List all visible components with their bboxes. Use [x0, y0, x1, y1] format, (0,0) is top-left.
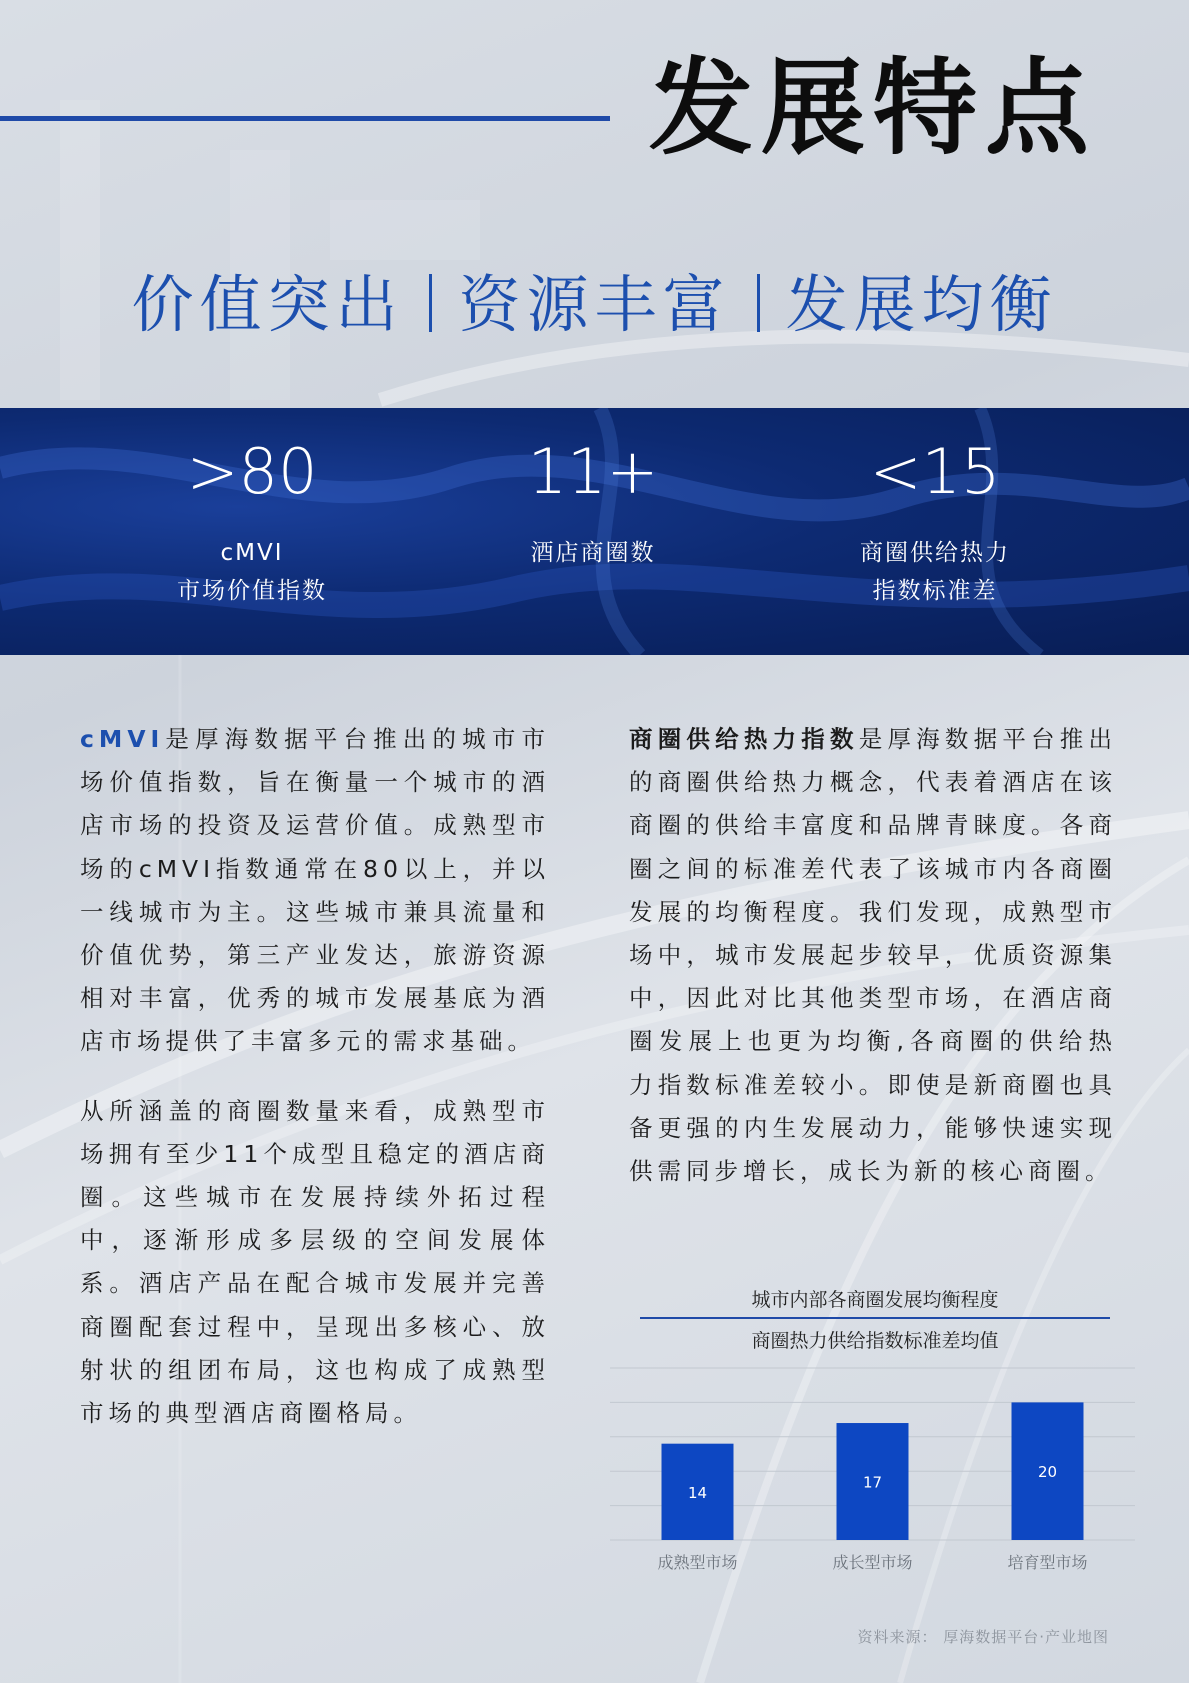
stat-label [82, 534, 422, 610]
paragraph-text: 是厚海数据平台推出的城市市场价值指数，旨在衡量一个城市的酒店市场的投资及运营价值。成熟型市场的cMVI指数通常在80以上，并以一线城市为主。这些城市兼具流量和价值优势，第三产业发达，旅游资源相对丰富，优秀的城市发展基底为酒店市场提供了丰富多元的需求基础。 [80, 725, 550, 1056]
term-highlight: cMVI [80, 725, 165, 753]
stat-heat-index-std [765, 435, 1105, 610]
stats-band [0, 408, 1189, 655]
chart-title: 城市内部各商圈发展均衡程度 [751, 1289, 999, 1311]
stat-label [765, 534, 1105, 610]
chart-title-rule [640, 1317, 1110, 1319]
stat-hotel-districts [423, 435, 763, 572]
right-column [629, 718, 1117, 1219]
chart-subtitle: 商圈热力供给指数标准差均值 [751, 1330, 999, 1352]
stat-label-line: 酒店商圈数 [530, 540, 656, 567]
paragraph [80, 1090, 550, 1436]
paragraph [80, 718, 550, 1064]
subtitle-part-1: 价值突出 [131, 268, 404, 341]
chart-category-label: 成长型市场 [832, 1553, 913, 1572]
paragraph-text: 从所涵盖的商圈数量来看，成熟型市场拥有至少11个成型且稳定的酒店商圈。这些城市在发展持续外拓过程中，逐渐形成多层级的空间发展体系。酒店产品在配合城市发展并完善商圈配套过程中，呈现出多核心、放射状的组团布局，这也构成了成熟型市场的典型酒店商圈格局。 [80, 1096, 550, 1428]
subtitle-divider [757, 274, 760, 332]
source-note: 资料来源： 厚海数据平台·产业地图 [857, 1628, 1109, 1646]
stat-label-line: 指数标准差 [872, 578, 998, 605]
stat-value: <15 [869, 435, 1001, 508]
stat-label-line: 市场价值指数 [177, 578, 327, 605]
paragraph-text: 是厚海数据平台推出的商圈供给热力概念，代表着酒店在该商圈的供给丰富度和品牌青睐度。各商圈之间的标准差代表了该城市内各商圈发展的均衡程度。我们发现，成熟型市场中，城市发展起步较早，优质资源集中，因此对比其他类型市场，在酒店商圈发展上也更为均衡,各商圈的供给热力指数标准差较小。即使是新商圈也具备更强的内生发展动力，能够快速实现供需同步增长，成长为新的核心商圈。 [629, 725, 1117, 1186]
chart-data-label: 14 [687, 1483, 708, 1502]
subtitle-part-2: 资源丰富 [458, 268, 731, 341]
page-title: 发展特点 [648, 46, 1097, 169]
bar-chart [610, 1360, 1135, 1580]
stat-label [423, 534, 763, 572]
left-column [80, 718, 550, 1461]
stat-value: 11+ [527, 435, 659, 508]
header-rule [0, 116, 610, 121]
chart-data-label: 20 [1037, 1463, 1058, 1482]
chart-category-label: 培育型市场 [1007, 1553, 1088, 1572]
subtitle [0, 268, 1189, 342]
paragraph [629, 718, 1117, 1193]
stat-label-line: 商圈供给热力 [860, 540, 1010, 567]
chart-data-label: 17 [862, 1473, 883, 1492]
subtitle-divider [429, 274, 432, 332]
term-highlight: 商圈供给热力指数 [629, 725, 859, 753]
stat-label-line: cMVI [220, 540, 284, 567]
subtitle-part-3: 发展均衡 [785, 268, 1058, 341]
stat-value: >80 [186, 435, 318, 508]
stat-cmvi [82, 435, 422, 610]
chart-category-label: 成熟型市场 [657, 1553, 738, 1572]
